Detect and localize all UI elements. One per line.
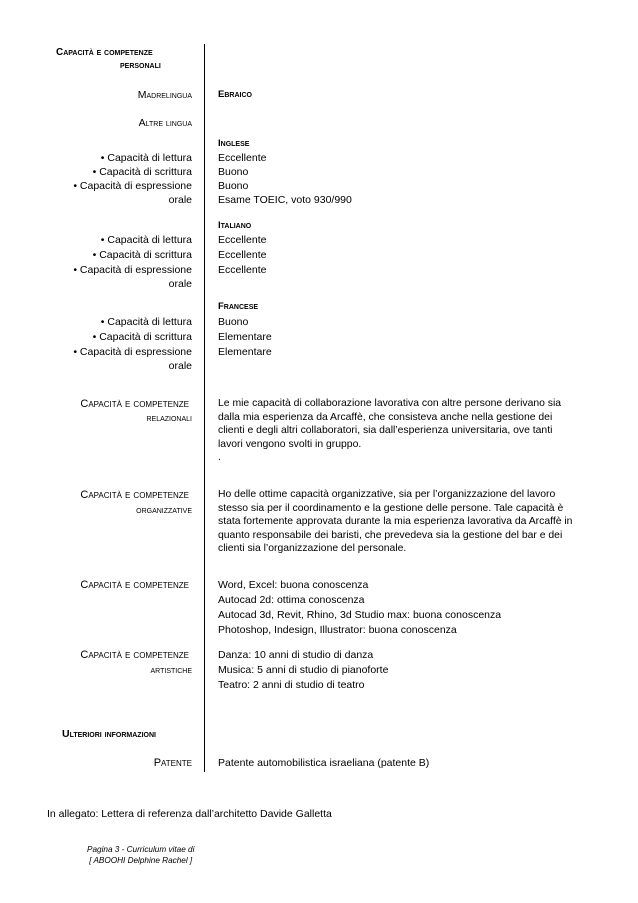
tecniche-label: Capacità e competenze: [80, 579, 189, 591]
organizzative-label-2: organizzative: [136, 504, 192, 516]
orale-label: • Capacità di espressione: [73, 264, 192, 276]
organizzative-label: Capacità e competenze: [80, 489, 189, 501]
lettura-value: Eccellente: [218, 152, 267, 164]
scrittura-label: • Capacità di scrittura: [92, 331, 192, 343]
orale-label-2: orale: [168, 278, 192, 290]
lettura-label: • Capacità di lettura: [100, 234, 192, 246]
tecniche-line: Autocad 2d: ottima conoscenza: [218, 594, 365, 606]
artistiche-label-2: artistiche: [150, 664, 192, 676]
madrelingua-label: Madrelingua: [137, 89, 192, 101]
language-name-inglese: Inglese: [218, 138, 250, 149]
patente-label: Patente: [153, 757, 192, 769]
footer-line-2: [ ABOOHI Delphine Rachel ]: [89, 856, 193, 865]
relazionali-label: Capacità e competenze: [80, 398, 189, 410]
column-divider: [204, 44, 205, 772]
language-name-francese: Francese: [218, 301, 259, 312]
madrelingua-value: Ebraico: [218, 89, 252, 100]
section-heading-personali-2: personali: [120, 60, 161, 71]
orale-value: Eccellente: [218, 264, 267, 276]
orale-value: Buono: [218, 180, 249, 192]
lettura-value: Eccellente: [218, 234, 267, 246]
scrittura-label: • Capacità di scrittura: [92, 249, 192, 261]
scrittura-label: • Capacità di scrittura: [92, 166, 192, 178]
relazionali-label-2: relazionali: [146, 412, 192, 424]
scrittura-value: Buono: [218, 166, 249, 178]
scrittura-value: Eccellente: [218, 249, 267, 261]
artistiche-line: Danza: 10 anni di studio di danza: [218, 649, 374, 661]
altre-lingua-label: Altre lingua: [138, 117, 192, 129]
lettura-value: Buono: [218, 316, 249, 328]
orale-label: • Capacità di espressione: [73, 346, 192, 358]
organizzative-text: Ho delle ottime capacità organizzative, sia per l’organizzazione del lavoro stesso sia per il coordinamento e la gestione delle persone. Tale capacità è stata fortemente approvata durante la mia esperienza lavorativa da Arcaffè in quanto responsabile dei baristi, che prevedeva sia la gestione del bar e dei clienti sia l’organizzazione del personale.: [218, 489, 573, 555]
language-name-italiano: Italiano: [218, 220, 252, 231]
artistiche-line: Teatro: 2 anni di studio di teatro: [218, 679, 365, 691]
orale-value: Elementare: [218, 346, 272, 358]
tecniche-line: Word, Excel: buona conoscenza: [218, 579, 369, 591]
tecniche-line: Photoshop, Indesign, Illustrator: buona conoscenza: [218, 624, 457, 636]
patente-value: Patente automobilistica israeliana (patente B): [218, 757, 430, 769]
footer-line-1: Pagina 3 - Curriculum vitae di: [87, 845, 195, 854]
ulteriori-heading: Ulteriori informazioni: [62, 728, 156, 740]
section-heading-personali: Capacità e competenze: [56, 47, 153, 58]
scrittura-value: Elementare: [218, 331, 272, 343]
orale-label-2: orale: [168, 194, 192, 206]
tecniche-line: Autocad 3d, Revit, Rhino, 3d Studio max: buona conoscenza: [218, 609, 502, 621]
page-footer: [87, 844, 194, 866]
artistiche-line: Musica: 5 anni di studio di pianoforte: [218, 664, 389, 676]
orale-label-2: orale: [168, 360, 192, 372]
lettura-label: • Capacità di lettura: [100, 152, 192, 164]
allegato-text: In allegato: Lettera di referenza dall’architetto Davide Galletta: [47, 808, 332, 820]
orale-label: • Capacità di espressione: [73, 180, 192, 192]
artistiche-label: Capacità e competenze: [80, 649, 189, 661]
relazionali-text: Le mie capacità di collaborazione lavorativa con altre persone derivano sia dalla mia esperienza da Arcaffè, che consisteva anche nella gestione dei clienti e degli altri collaboratori, sia dall’esperienza universitaria, ove tanti lavori vengono svolti in gruppo. .: [218, 398, 562, 464]
toeic-value: Esame TOEIC, voto 930/990: [218, 194, 352, 206]
lettura-label: • Capacità di lettura: [100, 316, 192, 328]
